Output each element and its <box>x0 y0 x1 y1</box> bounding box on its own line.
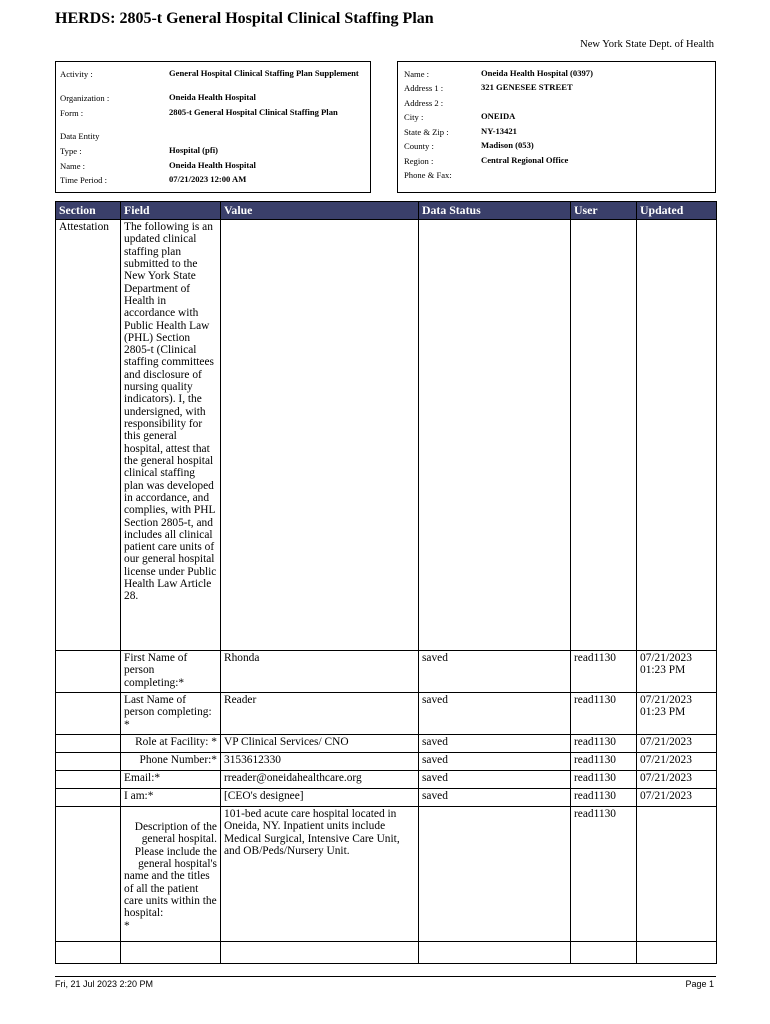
header-field: Field <box>121 202 221 220</box>
header-data-status: Data Status <box>419 202 571 220</box>
status-cell: saved <box>419 651 571 693</box>
name-value: Oneida Health Hospital <box>169 160 256 170</box>
staffing-plan-table <box>55 201 717 964</box>
table-row <box>56 651 717 693</box>
status-cell: saved <box>419 693 571 735</box>
updated-cell: 07/21/2023 <box>637 771 717 789</box>
activity-label: Activity : <box>60 69 93 79</box>
user-cell: read1130 <box>571 735 637 753</box>
facility-info-box <box>397 61 716 193</box>
section-cell: Attestation <box>56 220 121 651</box>
page-title: HERDS: 2805-t General Hospital Clinical Staffing Plan <box>55 10 434 27</box>
organization-value: Oneida Health Hospital <box>169 92 256 102</box>
value-cell: 3153612330 <box>221 753 419 771</box>
state-zip-label: State & Zip : <box>404 127 449 137</box>
type-label: Type : <box>60 146 82 156</box>
table-row <box>56 753 717 771</box>
table-row <box>56 735 717 753</box>
name-label: Name : <box>60 161 86 171</box>
table-row <box>56 771 717 789</box>
updated-cell <box>637 807 717 942</box>
description-field: Description of the general hospital. Please include the general hospital's name and the titles of all the patient care units within the hospital: * <box>121 807 221 942</box>
user-cell: read1130 <box>571 753 637 771</box>
updated-cell: 07/21/2023 01:23 PM <box>637 651 717 693</box>
value-cell <box>221 220 419 651</box>
city-label: City : <box>404 112 424 122</box>
user-cell: read1130 <box>571 789 637 807</box>
status-cell: saved <box>419 753 571 771</box>
field-cell: Last Name of person completing: * <box>121 693 221 735</box>
value-cell: Rhonda <box>221 651 419 693</box>
status-cell <box>419 220 571 651</box>
facility-name-value: Oneida Health Hospital (0397) <box>481 68 593 78</box>
user-cell: read1130 <box>571 771 637 789</box>
header-updated: Updated <box>637 202 717 220</box>
region-label: Region : <box>404 156 434 166</box>
header-section: Section <box>56 202 121 220</box>
department-name: New York State Dept. of Health <box>580 39 714 50</box>
region-value: Central Regional Office <box>481 155 569 165</box>
address2-label: Address 2 : <box>404 98 444 108</box>
updated-cell <box>637 220 717 651</box>
value-cell: VP Clinical Services/ CNO <box>221 735 419 753</box>
header-value: Value <box>221 202 419 220</box>
form-value: 2805-t General Hospital Clinical Staffing Plan <box>169 107 338 117</box>
description-value: 101-bed acute care hospital located in Oneida, NY. Inpatient units include Medical Surgical, Intensive Care Unit, and OB/Peds/Nursery Unit. <box>221 807 419 942</box>
table-row <box>56 789 717 807</box>
description-row <box>56 807 717 942</box>
time-period-label: Time Period : <box>60 175 107 185</box>
value-cell: rreader@oneidahealthcare.org <box>221 771 419 789</box>
form-label: Form : <box>60 108 84 118</box>
user-cell: read1130 <box>571 693 637 735</box>
facility-name-label: Name : <box>404 69 430 79</box>
address1-label: Address 1 : <box>404 83 444 93</box>
user-cell: read1130 <box>571 807 637 942</box>
attestation-row <box>56 220 717 651</box>
field-cell: Role at Facility: * <box>121 735 221 753</box>
type-value: Hospital (pfi) <box>169 145 218 155</box>
state-zip-value: NY-13421 <box>481 126 517 136</box>
updated-cell: 07/21/2023 <box>637 735 717 753</box>
field-cell: Email:* <box>121 771 221 789</box>
footer-divider <box>55 976 716 977</box>
field-cell: First Name of person completing:* <box>121 651 221 693</box>
attestation-text: The following is an updated clinical staffing plan submitted to the New York State Department of Health in accordance with Public Health Law (PHL) Section 2805-t (Clinical staffing committees and disclosure of nursing quality indicators). I, the undersigned, with responsibility for this general hospital, attest that the general hospital clinical staffing plan was developed in accordance, and complies, with PHL Section 2805-t, and includes all clinical patient care units of our general hospital license under Public Health Law Article 28. <box>121 220 221 651</box>
header-user: User <box>571 202 637 220</box>
address1-value: 321 GENESEE STREET <box>481 82 573 92</box>
county-label: County : <box>404 141 434 151</box>
table-row <box>56 693 717 735</box>
entity-info-box <box>55 61 371 193</box>
city-value: ONEIDA <box>481 111 516 121</box>
updated-cell: 07/21/2023 <box>637 789 717 807</box>
table-header-row <box>56 202 717 220</box>
organization-label: Organization : <box>60 93 110 103</box>
data-entity-label: Data Entity <box>60 131 100 141</box>
footer-timestamp: Fri, 21 Jul 2023 2:20 PM <box>55 979 154 989</box>
activity-value: General Hospital Clinical Staffing Plan Supplement <box>169 68 359 78</box>
status-cell: saved <box>419 789 571 807</box>
updated-cell: 07/21/2023 <box>637 753 717 771</box>
updated-cell: 07/21/2023 01:23 PM <box>637 693 717 735</box>
time-period-value: 07/21/2023 12:00 AM <box>169 174 247 184</box>
page-number: Page 1 <box>685 979 714 989</box>
status-cell: saved <box>419 735 571 753</box>
value-cell: Reader <box>221 693 419 735</box>
phone-fax-label: Phone & Fax: <box>404 170 452 180</box>
status-cell: saved <box>419 771 571 789</box>
field-cell: I am:* <box>121 789 221 807</box>
user-cell <box>571 220 637 651</box>
value-cell: [CEO's designee] <box>221 789 419 807</box>
county-value: Madison (053) <box>481 140 534 150</box>
status-cell <box>419 807 571 942</box>
user-cell: read1130 <box>571 651 637 693</box>
empty-row <box>56 942 717 964</box>
field-cell: Phone Number:* <box>121 753 221 771</box>
